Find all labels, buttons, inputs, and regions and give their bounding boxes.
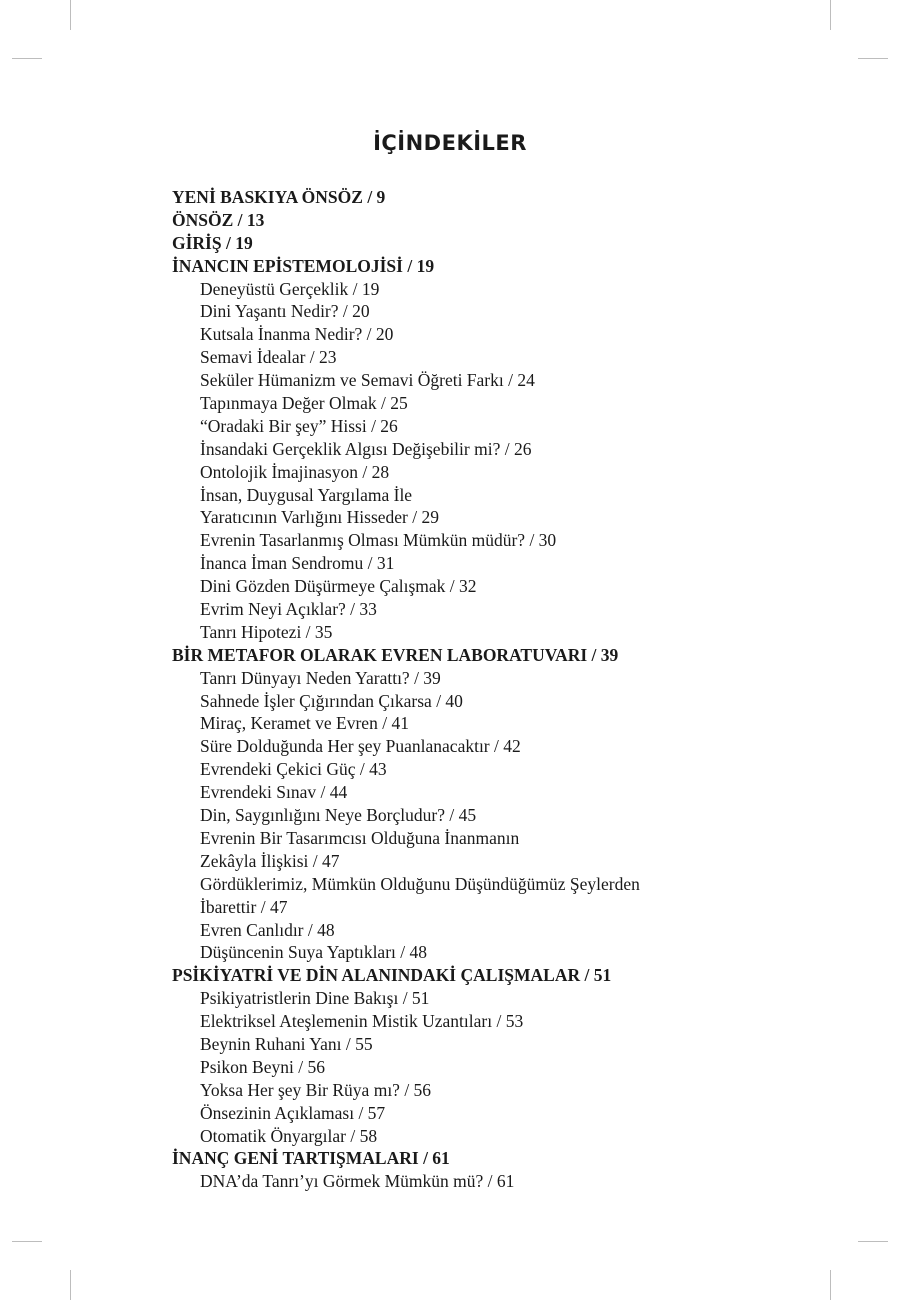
toc-section-entry: Zekâyla İlişkisi / 47 — [200, 850, 340, 871]
toc-section-entry: Psikon Beyni / 56 — [200, 1056, 325, 1077]
crop-mark — [70, 0, 71, 30]
page-title: İÇİNDEKİLER — [373, 131, 527, 155]
toc-chapter-entry: BİR METAFOR OLARAK EVREN LABORATUVARI / 39 — [172, 644, 619, 665]
crop-mark — [12, 58, 42, 59]
toc-section-entry: Evrenin Tasarlanmış Olması Mümkün müdür? / 30 — [200, 530, 557, 551]
crop-mark — [70, 1270, 71, 1300]
toc-section-entry: Semavi İdealar / 23 — [200, 347, 337, 368]
toc-chapter-entry: GİRİŞ / 19 — [172, 232, 253, 253]
toc-section-entry: Yaratıcının Varlığını Hisseder / 29 — [200, 507, 439, 528]
toc-section-entry: Miraç, Keramet ve Evren / 41 — [200, 713, 409, 734]
toc-section-entry: Tanrı Hipotezi / 35 — [200, 621, 333, 642]
crop-mark — [830, 1270, 831, 1300]
crop-mark — [858, 1241, 888, 1242]
toc-chapter-entry: İNANÇ GENİ TARTIŞMALARI / 61 — [172, 1148, 450, 1169]
toc-section-entry: Din, Saygınlığını Neye Borçludur? / 45 — [200, 805, 477, 826]
toc-section-entry: Dini Gözden Düşürmeye Çalışmak / 32 — [200, 576, 477, 597]
toc-chapter-entry: PSİKİYATRİ VE DİN ALANINDAKİ ÇALIŞMALAR / 51 — [172, 965, 612, 986]
toc-section-entry: Yoksa Her şey Bir Rüya mı? / 56 — [200, 1079, 432, 1100]
toc-section-entry: Evrendeki Çekici Güç / 43 — [200, 759, 387, 780]
toc-section-entry: Tanrı Dünyayı Neden Yarattı? / 39 — [200, 667, 441, 688]
toc-chapter-entry: ÖNSÖZ / 13 — [172, 209, 265, 230]
toc-section-entry: Psikiyatristlerin Dine Bakışı / 51 — [200, 988, 430, 1009]
toc-chapter-entry: YENİ BASKIYA ÖNSÖZ / 9 — [172, 187, 386, 207]
table-of-contents — [172, 186, 812, 1193]
toc-section-entry: Evrenin Bir Tasarımcısı Olduğuna İnanmanın — [200, 827, 520, 848]
toc-section-entry: “Oradaki Bir şey” Hissi / 26 — [200, 415, 398, 436]
toc-section-entry: DNA’da Tanrı’yı Görmek Mümkün mü? / 61 — [200, 1171, 515, 1192]
toc-section-entry: Gördüklerimiz, Mümkün Olduğunu Düşündüğümüz Şeylerden — [200, 873, 640, 894]
toc-section-entry: Deneyüstü Gerçeklik / 19 — [200, 278, 380, 299]
toc-section-entry: Düşüncenin Suya Yaptıkları / 48 — [200, 942, 428, 963]
toc-section-entry: Kutsala İnanma Nedir? / 20 — [200, 324, 394, 345]
toc-section-entry: Evrim Neyi Açıklar? / 33 — [200, 599, 377, 620]
toc-section-entry: İnsandaki Gerçeklik Algısı Değişebilir mi? / 26 — [200, 438, 532, 459]
crop-mark — [12, 1241, 42, 1242]
toc-section-entry: Sahnede İşler Çığırından Çıkarsa / 40 — [200, 690, 463, 711]
crop-mark — [858, 58, 888, 59]
crop-mark — [830, 0, 831, 30]
toc-section-entry: Otomatik Önyargılar / 58 — [200, 1125, 378, 1146]
toc-section-entry: İnanca İman Sendromu / 31 — [200, 553, 395, 574]
toc-section-entry: Önsezinin Açıklaması / 57 — [200, 1102, 386, 1123]
toc-section-entry: İnsan, Duygusal Yargılama İle — [200, 484, 413, 505]
toc-section-entry: İbarettir / 47 — [200, 896, 288, 917]
toc-section-entry: Evren Canlıdır / 48 — [200, 919, 335, 940]
toc-section-entry: Ontolojik İmajinasyon / 28 — [200, 461, 390, 482]
toc-section-entry: Seküler Hümanizm ve Semavi Öğreti Farkı / 24 — [200, 370, 535, 391]
toc-section-entry: Dini Yaşantı Nedir? / 20 — [200, 301, 370, 322]
toc-chapter-entry: İNANCIN EPİSTEMOLOJİSİ / 19 — [172, 255, 435, 276]
toc-section-entry: Elektriksel Ateşlemenin Mistik Uzantıları / 53 — [200, 1011, 524, 1032]
toc-section-entry: Beynin Ruhani Yanı / 55 — [200, 1033, 373, 1054]
toc-section-entry: Evrendeki Sınav / 44 — [200, 782, 348, 803]
toc-section-entry: Tapınmaya Değer Olmak / 25 — [200, 393, 408, 414]
toc-section-entry: Süre Dolduğunda Her şey Puanlanacaktır / 42 — [200, 736, 521, 757]
